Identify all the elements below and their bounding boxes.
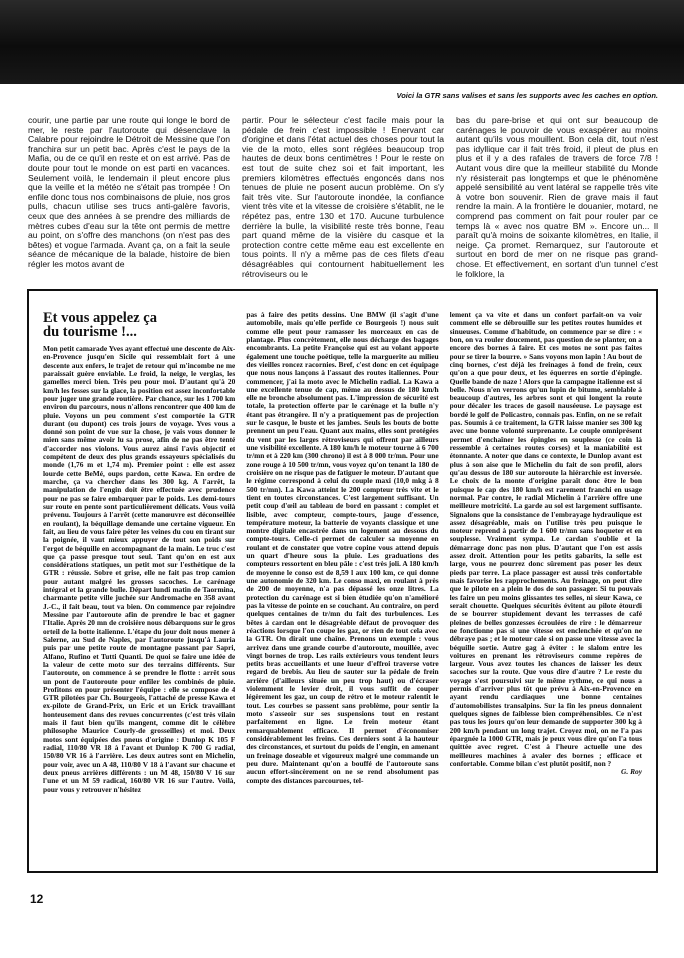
box-column-2 bbox=[246, 311, 438, 863]
article-text: courir, une partie par une route qui longe le bord de mer, le reste par l'autoroute qui désenclave la Calabre pour rejoindre le Détroit de Messine que l'on franchira sur un petit bac. Après c'est le pays de la Mafia, ou de ce qu'il en reste et on est arrivé. Pas de doute pour tout le monde on est parti en vacances. Seulement voilà, le lendemain il pleut encore plus que la veille et la météo ne s'était pas trompée ! On enfile donc tous nos combinaisons de pluie, nos gros pulls, chacun utilise ses trucs anti-galère favoris, ceux que des années à se prendre des milliards de mètres cubes d'eau sur la tête ont permis de mettre au point, on s'offre des manchons (on n'est pas des bêtes) et vogue l'armada. Avant ça, on a fait la seule séance de mécanique de la balade, histoire de bien régler les motos avant de bbox=[28, 116, 230, 269]
article-column-3 bbox=[456, 116, 658, 279]
box-title-line-1: Et vous appelez ça bbox=[43, 311, 157, 326]
sidebar-box bbox=[27, 289, 658, 873]
box-column-1 bbox=[43, 311, 235, 863]
article-text: partir. Pour le sélecteur c'est facile mais pour la pédale de frein c'est impossible ! Enervant car d'origine et dans l'état actuel des choses pour tout la vie de la moto, elles sont réglées beaucoup trop hautes de deux bons centimètres ! Pour le reste on est tout de suite chez soi et fait important, les premiers kilomètres effectués engoncés dans nos tenues de pluie ne posent aucun problème. On s'y fait très vite. Sur l'autoroute inondée, la confiance vient très vite et la vitesse de croisière s'établit, ne le répétez pas, entre 130 et 170. Aucune turbulence derrière la bulle, la visibilité reste très bonne, l'eau part quand même de la visière du casque et la protection contre cette même eau est excellente en tous points. Il n'y a même pas de ces filets d'eau désagréables qui contournent habituellement les rétroviseurs ou le bbox=[242, 116, 444, 279]
article-top-columns bbox=[28, 116, 658, 279]
photo-caption: Voici la GTR sans valises et sans les supports avec les caches en option. bbox=[396, 91, 658, 100]
box-text: pas à faire des petits dessins. Une BMW (il s'agit d'une automobile, mais qu'elle perfide ce Bourgeois !) nous suit comme elle peut pour ramasser les morceaux en cas de plantage. Plus concrètement, elle nous décharge des bagages encombrants. La petite Françoise qui est au volant apporte également une touche poétique, telle la marguerite au milieu des vieilles roncez racornies. Bref, c'est donc en cet équipage que nous nous lançons à l'assaut des routes italiennes. Pour commencer, j'ai la moto avec le Michelin radial. La Kawa a une excellente tenue de cap, même au dessus de 180 km/h elle ne bronche absolument pas. L'impression de sécurité est totale, la protection offerte par le carénage et la bulle n'y étant pas étrangère. Il n'y a pratiquement pas de projection sur le casque, le buste et les jambes. Seuls les bouts de botte prennent un peu l'eau. Quant aux mains, elles sont protégées du vent par les larges rétroviseurs qui offrent par ailleurs une visibilité excellente. A 180 km/h le moteur tourne à 6 700 tr/mn et à 220 km (300 chrono) il est à 8 000 tr/mn. Pour une zone rouge à 10 500 tr/mn, vous voyez qu'on tenant la 180 de croisière on ne risque pas de fatiguer le moteur. D'autant que le régime correspond à celui du couple maxi (10,0 mkg à 8 500 tr/mn). La Kawa atteint le 200 compteur très vite et le tient en toutes circonstances. C'est largement suffisant. Un petit coup d'œil au tableau de bord en passant : complet et lisible, avec compteur, compte-tours, jauge d'essence, température moteur, la batterie de voyants classique et une montre digitale encastrée dans un logement au dessous du compte-tours. Celle-ci permet de calculer sa moyenne en roulant et de constater que votre copine vous attend depuis un quart d'heure sous la pluie. Les graduations des compteurs ressortent en bleu pâle : c'est très joli. A 180 km/h de moyenne le conso est de 8,59 l aux 100 km, ce qui donne une autonomie de 320 km. Le conso maxi, en roulant à près de 200 de moyenne, n'a pas dépassé les onze litres. La protection du carénage est si bien étudiée qu'on n'amélioré pas la vitesse de pointe en se couchant. Au contraire, on perd quelques centaines de tr/mn du fait des turbulences. Les bêtes à cardan ont le désagréable défaut de provoquer des réactions lorsque l'on coupe les gaz, or rien de tout cela avec la GTR. On dirait une chaîne. Prenons un exemple : vous arrivez dans une grande courbe d'autoroute, mouillée, avec vingt bornes de trop. Les rails extérieurs vous tendent leurs petits bras accueillants et une lueur d'effroi traverse votre regard de brebis. Au lieu de sauter sur la pédale de frein arrière (d'ailleurs située un peu trop haut) ou d'écraser violemment le levier droit, il vous suffit de couper légèrement les gaz, un coup de rétro et le moteur ralentit le tout. Les courbes se passent sans problème, pour sentir la moto s'asseoir sur ses suspensions tout en restant parfaitement en ligne. Le frein moteur étant remarquablement efficace. Il permet d'économiser considérablement les freins. Ces derniers sont à la hauteur des circonstances, et surtout du poids de l'engin, en amenant un freinage doseable et vigoureux malgré une commande un peu dure. Maintenant qu'on a bouffé de l'autoroute sans aucun effort-sincèrement on ne se rend absolument pas compte des distances parcourues, tel- bbox=[246, 311, 439, 785]
article-column-1 bbox=[28, 116, 230, 279]
box-signature: G. Roy bbox=[621, 767, 642, 777]
article-text: bas du pare-brise et qui ont sur beaucoup de carénages le pouvoir de vous exaspérer au moins autant qu'ils vous mouillent. Bon cela dit, tout n'est pas idyllique car il fait très froid, il pleut de plus en plus et il y a des rafales de travers de force 7/8 ! Autant vous dire que la meilleur stabilité du Monde n'y résisterait pas longtemps et que le phénomène appelé sensibilité au vent latéral se rappelle très vite à votre bon souvenir. Rien de grave mais il faut rendre la main. A la frontière le douanier, motard, ne comprend pas comment on fait pour rouler par ce temps là « avec nos quatre BM ». Encore un... Il paraît qu'à moins de soixante kilomètres, en Italie, il neige. Ça promet. Remarquez, sur l'autoroute et surtout en bord de mer on ne risque pas grand-chose. Et effectivement, en sortant d'un tunnel c'est le folklore, la bbox=[456, 116, 658, 279]
box-title bbox=[43, 311, 235, 339]
box-title-line-2: du tourisme !... bbox=[43, 324, 137, 340]
box-column-3 bbox=[450, 311, 642, 863]
box-text: Mon petit camarade Yves ayant effectué une descente de Aix-en-Provence jusqu'en Sicile qui ressemblait fort à une descente aux enfers, le trajet de retour qui m'incombe ne me paraissait guère enviable. Le froid, la neige, le verglas, les gamelles merci bien. Très peu pour moi. D'autant qu'à 20 km/h les fesses sur la glace, la position est assez inconfortable pour juger une grande routière. Par chance, sur les 1 700 km environ du parcours, nous n'allons rencontrer que 400 km de pluie. Voyons un peu comment s'est comportée la GTR durant (ou dupont) ces trois jours de voyage. Yves vous a donné son point de vue sur la chose, je vais vous donner le mien sans même avoir lu sa prose, afin de ne pas être tenté d'accorder nos violons. Vous aurez ainsi l'avis objectif et compétent de deux des plus grands essayeurs spécialisés du monde (1,76 m et 1,74 m). Premier point : elle est assez lourde cette BeMé, oups pardon, cette Kawa. En ordre de marche, ça va chercher dans les 300 kg. A l'arrêt, la manipulation de l'engin doit être effectuée avec prudence pour ne pas se faire embarquer par le poids. Les demi-tours sur route en pente sont particulièrement délicats. Vous voilà prévenu. Toujours à l'arrêt (cette manœuvre est déconseillée en roulant), la béquillage demande une certaine vigueur. En fait, au lieu de vous faire péter les veines du cou en tirant sur la poignée, il vaut mieux appuyer de tout son poids sur l'ergot de béquille en accompagnant de la main. Le truc c'est que ça passe presque tout seul. Tant qu'on en est aux considérations statiques, un petit mot sur l'esthétique de la GTR : réussie. Sobre et grise, elle ne fait pas trop camion pour autant malgré les grosses sacoches. Le carénage intégral et la grande bulle. Départ lundi matin de Taormina, charmante petite ville juchée sur Andromache en 358 avant J.-C., il fait beau, tout va bien. On commence par rejoindre Messine par l'autoroute afin de prendre le bac et gagner l'Italie. Après 20 mn de croisière nous débarquons sur le gros orteil de la botte italienne. L'étape du jour doit nous mener à Salerne, au Sud de Naples, par l'autoroute jusqu'à Lauria puis par une petite route de montagne passant par Sapri, Alfano, Rufino et Tutti Quanti. De quoi se faire une idée de la valeur de cette moto sur des terrains différents. Sur l'autoroute, on commence à se prendre le flotte : arrêt sous un pont de l'autoroute pour enfiler les combinés de pluie. Profitons en pour présenter l'équipe : elle se compose de 4 GTR pilotées par Ch. Bourgeois, l'attaché de presse Kawa et ex-pilote de Grand-Prix, un Eric et un Erick travaillant honteusement dans des revues concurrentes (c'est très vilain mais il faut bien qu'ils mangent, comme dit le célèbre philosophe Maurice Courly-de grosseilles) et moi. Deux motos sont équipées des pneus d'origine : Dunlop K 105 F radial, 110/80 VR 18 à l'avant et Dunlop K 700 G radial, 150/80 VR 16 à l'arrière. Les deux autres sont en Michelin, pour voir, avec un A 48, 110/80 V 18 à l'avant sur chacune et deux pneus arrières différents : un M 48, 150/80 V 16 sur l'une et un M 59 radical, 160/80 VR 16 sur l'autre. Voilà, pour vous y retrouver n'hésitez bbox=[43, 344, 236, 794]
box-text: lement ça va vite et dans un confort parfait-on va voir comment elle se débrouille sur les petites routes humides et sinueuses. Comme d'habitude, on commence par se dire : « bon, on va rouler doucement, pas question de se planter, on a encore des bornes à faire. Et ces motos ne sont pas faites pour se tirer la bourre. » Sans voyons mon lapin ! Au bout de cinq bornes, c'est déjà les freinages à fond de frein, ceux qu'on a que pour deux, et les équerres en sortie d'épingle. Quelle bande de naze ! Alors que la campagne italienne est si belle. Nous n'en verrons qu'un lupin de bitume, semblable à beaucoup d'autres, les arbres sont et qui longent la route pour décaler les traces de gasoil nauséeuse. Le paysage est bordé le golf de Policastro, connais pas. Enfin, on ne se refait pas. Soumis à ce traitement, la GTR laisse manier ses 300 kg avec une bonne volonté surprenante. Le couple omniprésent permet d'enchaîner les épingles en souplesse (ce coin là ressemble à certaines routes corses) et la maniabilité est étonnante. A noter que dans ce contexte, le Dunlop avant est plus à son aise que le Michelin du fait de son profil, alors qu'au dessus de 180 sur autoroute la hiérarchie est inversée. Le choix de la monte d'origine paraît donc être le bon puisque le cap des 180 km/h est rarement franchi en usage normal. Par contre, le radial Michelin à l'arrière offre une meilleure motricité. La garde au sol est largement suffisante. Signalons que la consistance de l'embrayage hydraulique est assez désagréable, mais on l'utilise très peu puisque le moteur reprend à partir de 1 600 tr/mn sans hoqueter et en souplesse. Vraiment sympa. Le cardan s'oublie et la démarrage donc pas non plus. D'autant que l'on est assis assez droit. Attention pour les petits gabarits, la selle est large, vous ne pourrez donc sûrement pas poser les deux pieds par terre. La place passager est aussi très confortable mais favorise les rapprochements. Au freinage, on peut dire que le pilote en a plein le dos de son passager. Si tu pouvais les faire un peu moins glissantes tes selles, ni sieur Kawa, ce serait chouette. Quelques sécurités évitent au pilote étourdi de se bourrer stupidement devant les terrasses de café pleines de belles gonzesses écroulées de rire : le démarreur ne fonctionne pas si une vitesse est enclenchée et qu'on ne débraye pas ; et le moteur cale si on passe une vitesse avec la béquille sortie. Autre gag à éviter : le slalom entre les voitures en prenant les rétroviseurs comme repères de largeur. Vous avez toutes les chances de laisser les deux sacoches sur la route. Que vous dire d'autre ? Le reste du voyage s'est poursuivi sur le même rythme, ce qui nous a permis d'arriver plus tôt que prévu à Aix-en-Provence en ayant rendu cardiaques une bonne centaines d'automobilistes transalpins. Sur la fin les pneus donnaient quelques signes de faiblesse bien compréhensibles. Ce n'est pas tous les jours qu'on leur demande de supporter 300 kg à 200 km/h pendant un long trajet. Croyez moi, on ne l'a pas épargnée la 1000 GTR, mais je peux vous dire qu'on l'a tous quittée avec regret. C'est à l'heure actuelle une des meilleures machines à avaler des bornes ; efficace et confortable. Comme bilan c'est plutôt positif, non ? bbox=[449, 311, 642, 768]
article-column-2 bbox=[242, 116, 444, 279]
motorcycle-photo bbox=[0, 0, 684, 84]
page-number: 12 bbox=[30, 892, 44, 906]
